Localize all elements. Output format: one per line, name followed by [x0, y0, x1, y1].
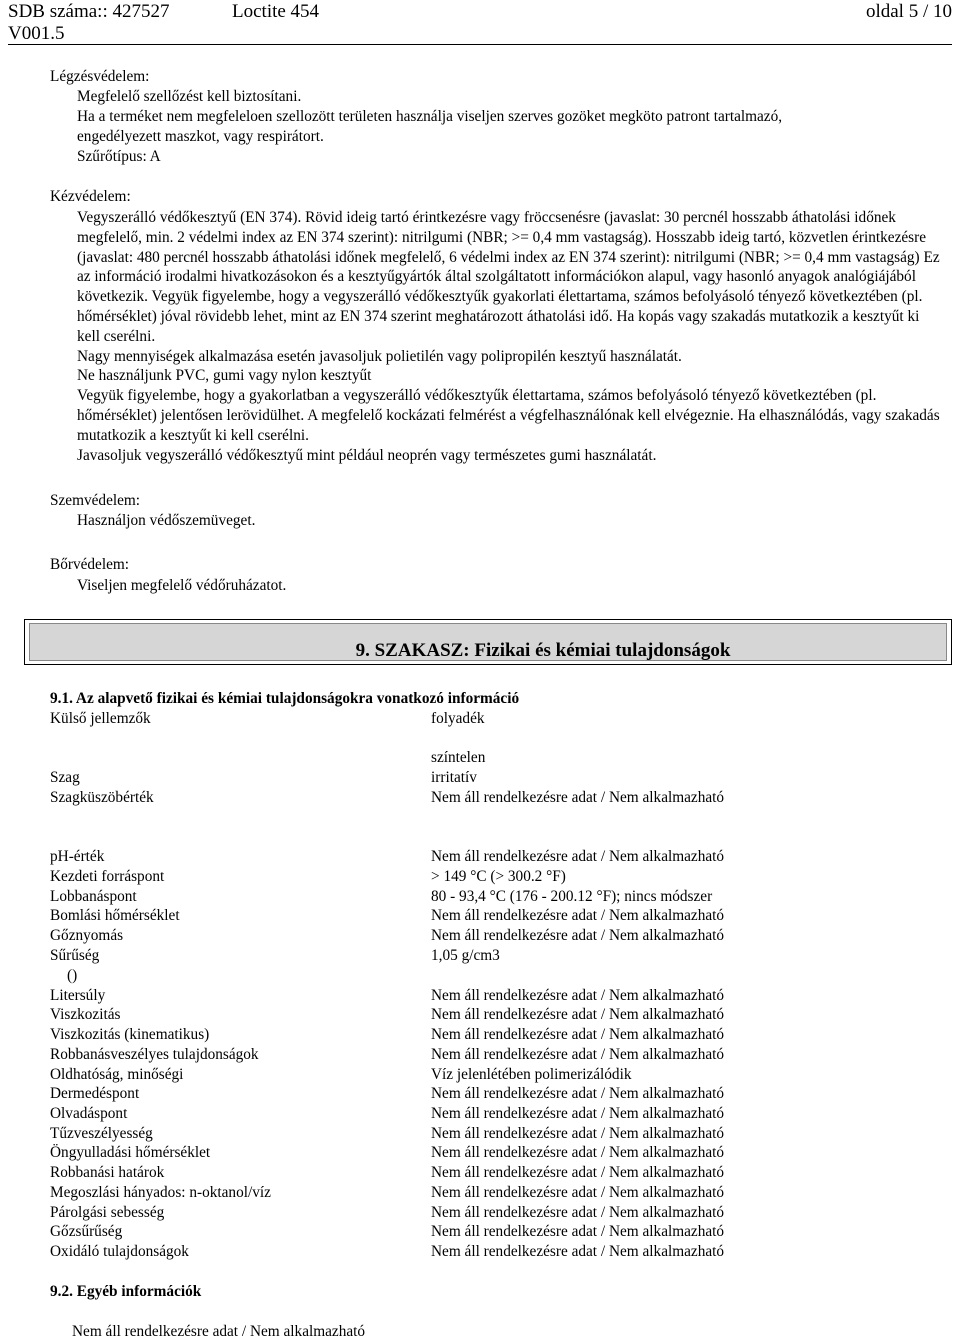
hand-paragraph: Vegyük figyelembe, hogy a gyakorlatban a vegyszerálló védőkesztyűk élettartama, számos befolyásoló tényező következtében (pl. hőmérséklet) jelentősen lerövidülhet. A megfelelő kockázati felmérést a végfelhasználónak kell elvégeznie. Ha elhasználódás, vagy szakadás mutatkozik a kesztyűt ki kell cserélni. [77, 387, 940, 444]
property-row [50, 788, 950, 808]
property-value: Nem áll rendelkezésre adat / Nem alkalmazható [431, 1243, 725, 1260]
property-row [50, 887, 950, 907]
property-row [50, 1143, 950, 1163]
hand-protection-text [77, 208, 943, 465]
respiratory-line: Megfelelő szellőzést kell biztosítani. [77, 88, 302, 105]
skin-heading: Bőrvédelem: [50, 556, 130, 573]
property-row [50, 1203, 950, 1223]
section-title: 9. SZAKASZ: Fizikai és kémiai tulajdonságok [355, 640, 731, 661]
respiratory-line: engedélyezett maszkot, vagy respirátort. [77, 128, 324, 145]
property-value: Nem áll rendelkezésre adat / Nem alkalmazható [431, 1085, 725, 1102]
property-value: irritatív [431, 769, 477, 786]
property-label: Robbanási határok [50, 1164, 165, 1181]
property-label: Gőznyomás [50, 927, 124, 944]
hand-paragraph: Vegyszerálló védőkesztyű (EN 374). Rövid ideig tartó érintkezésre vagy fröccsenésre (javaslat: 30 percnél hosszabb áthatolási időnek megfelelő, min. 2 védelmi index az EN 374 szerint): nitrilgumi (NBR; >= 0,4 mm vastagság). Hosszabb ideig tartó, közvetlen érintkezésre (javaslat: 480 percnél hosszabb áthatolási időnek megfelelő, 6 védelmi index az EN 374 szerint): nitrilgumi (NBR; >= 0,4 mm vastagság) Ez az információ irodalmi hivatkozásokon és a kesztyűgyártók által szolgáltatott információkon alapul, vagy hasonló anyagok analógiájából következik. Vegyük figyelembe, hogy a vegyszerálló védőkesztyűk gyakorlati élettartama, számos befolyásoló tényező következtében (pl. hőmérséklet) jóval rövidebb lehet, mint az EN 374 szerint meghatározott áthatolási idő. Ha kopás vagy szakadás mutatkozik a kesztyűt ki kell cserélni. [77, 209, 940, 345]
property-label: Kezdeti forráspont [50, 868, 165, 885]
property-value: Nem áll rendelkezésre adat / Nem alkalmazható [431, 1204, 725, 1221]
hand-heading: Kézvédelem: [50, 188, 131, 205]
header-divider [8, 44, 952, 45]
property-row [50, 768, 950, 788]
property-label: Szag [50, 769, 80, 786]
property-row [50, 1222, 950, 1242]
skin-text: Viseljen megfelelő védőruházatot. [77, 577, 287, 594]
property-row [50, 1084, 950, 1104]
property-value: Nem áll rendelkezésre adat / Nem alkalmazható [431, 1223, 725, 1240]
page-header [8, 0, 952, 48]
property-label: Lobbanáspont [50, 888, 137, 905]
property-row [50, 906, 950, 926]
property-row [50, 1065, 950, 1085]
property-value: Nem áll rendelkezésre adat / Nem alkalmazható [431, 1105, 725, 1122]
property-label: Bomlási hőmérséklet [50, 907, 180, 924]
respiratory-line: Ha a terméket nem megfeleloen szellozött területen használja viseljen szerves gozöket megköto patront tartalmazó, [77, 108, 783, 125]
property-label: Külső jellemzők [50, 710, 151, 727]
property-row [50, 1163, 950, 1183]
property-value: 80 - 93,4 °C (176 - 200.12 °F); nincs módszer [431, 888, 713, 905]
property-row [50, 847, 950, 867]
product-name: Loctite 454 [232, 1, 320, 22]
property-row [50, 1104, 950, 1124]
property-value: Nem áll rendelkezésre adat / Nem alkalmazható [431, 1144, 725, 1161]
property-row [50, 709, 950, 729]
property-row [50, 867, 950, 887]
subsection-heading: 9.2. Egyéb információk [50, 1283, 202, 1300]
property-value: Nem áll rendelkezésre adat / Nem alkalmazható [431, 1164, 725, 1181]
page-number: oldal 5 / 10 [865, 1, 952, 22]
property-label: Viszkozitás (kinematikus) [50, 1026, 210, 1043]
property-label: () [67, 967, 78, 984]
property-value: Nem áll rendelkezésre adat / Nem alkalmazható [431, 1184, 725, 1201]
property-row [50, 1242, 950, 1262]
property-label: Viszkozitás [50, 1006, 121, 1023]
property-label: Dermedéspont [50, 1085, 140, 1102]
property-value: Nem áll rendelkezésre adat / Nem alkalmazható [431, 987, 725, 1004]
property-row [50, 1045, 950, 1065]
property-row [50, 946, 950, 966]
property-label: Robbanásveszélyes tulajdonságok [50, 1046, 259, 1063]
version: V001.5 [8, 23, 65, 44]
property-label: pH-érték [50, 848, 105, 865]
property-row [50, 1124, 950, 1144]
property-value: Nem áll rendelkezésre adat / Nem alkalmazható [431, 1125, 725, 1142]
property-value: Nem áll rendelkezésre adat / Nem alkalmazható [431, 927, 725, 944]
property-value: Nem áll rendelkezésre adat / Nem alkalmazható [431, 1006, 725, 1023]
property-label: Gőzsűrűség [50, 1223, 123, 1240]
eye-text: Használjon védőszemüveget. [77, 512, 256, 529]
property-value: folyadék [431, 710, 485, 727]
property-label: Párolgási sebesség [50, 1204, 165, 1221]
property-row [50, 1025, 950, 1045]
property-label: Szagküszöbérték [50, 789, 154, 806]
property-value: Nem áll rendelkezésre adat / Nem alkalmazható [431, 789, 725, 806]
property-value: Víz jelenlétében polimerizálódik [431, 1066, 632, 1083]
property-label: Megoszlási hányados: n-oktanol/víz [50, 1184, 271, 1201]
eye-heading: Szemvédelem: [50, 492, 141, 509]
hand-line: Nagy mennyiségek alkalmazása esetén javasoljuk polietilén vagy polipropilén kesztyű használatát. [77, 347, 682, 365]
property-value: > 149 °C (> 300.2 °F) [431, 868, 566, 885]
respiratory-heading: Légzésvédelem: [50, 68, 150, 85]
sdb-number: SDB száma:: 427527 [8, 1, 170, 22]
section-banner [24, 619, 952, 665]
property-value: Nem áll rendelkezésre adat / Nem alkalmazható [431, 1046, 725, 1063]
other-info-text: Nem áll rendelkezésre adat / Nem alkalmazható [72, 1323, 366, 1340]
property-value: Nem áll rendelkezésre adat / Nem alkalmazható [431, 1026, 725, 1043]
property-row [50, 1005, 950, 1025]
property-row [50, 986, 950, 1006]
property-value: Nem áll rendelkezésre adat / Nem alkalmazható [431, 907, 725, 924]
property-label: Oxidáló tulajdonságok [50, 1243, 189, 1260]
property-value: színtelen [431, 749, 486, 766]
hand-line: Javasoljuk vegyszerálló védőkesztyű mint például neoprén vagy természetes gumi használatát. [77, 446, 657, 464]
property-label: Sűrűség [50, 947, 100, 964]
property-label: Tűzveszélyesség [50, 1125, 153, 1142]
subsection-heading: 9.1. Az alapvető fizikai és kémiai tulajdonságokra vonatkozó információ [50, 690, 520, 707]
filter-type: Szűrőtípus: A [77, 148, 161, 165]
property-row [50, 926, 950, 946]
property-value: Nem áll rendelkezésre adat / Nem alkalmazható [431, 848, 725, 865]
property-value: 1,05 g/cm3 [431, 947, 500, 964]
hand-line: Ne használjunk PVC, gumi vagy nylon kesztyűt [77, 367, 372, 385]
property-row [50, 748, 950, 768]
property-row [50, 966, 950, 986]
property-label: Olvadáspont [50, 1105, 128, 1122]
property-row [50, 1183, 950, 1203]
property-label: Litersúly [50, 987, 106, 1004]
property-label: Öngyulladási hőmérséklet [50, 1144, 211, 1161]
property-label: Oldhatóság, minőségi [50, 1066, 184, 1083]
